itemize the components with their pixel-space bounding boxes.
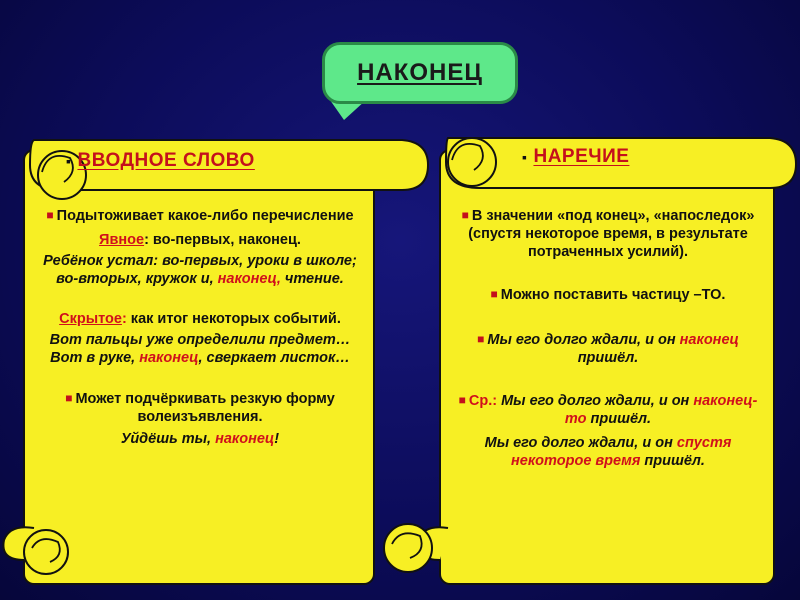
right-header [522,146,629,168]
left-example-1: Ребёнок устал: во-первых, уроки в школе; во-вторых, кружок и, наконец, чтение. [43,253,357,287]
bullet-icon: ■ [477,332,485,346]
bullet-icon: ▪ [66,153,72,169]
page-title: НАКОНЕЦ [357,59,483,86]
bullet-icon: ■ [458,393,466,407]
left-point-volition: ■ Может подчёркивать резкую форму волеизъявления. [65,391,335,425]
left-explicit: Явное: во-первых, наконец. [99,232,301,248]
bullet-icon: ■ [490,287,498,301]
left-header-text: ВВОДНОЕ СЛОВО [77,150,255,171]
right-point-meaning: ■ В значении «под конец», «напоследок» (спустя некоторое время, в результате потраченных усилий). [461,208,755,260]
left-point-summary: ■ Подытоживает какое-либо перечисление [46,208,354,224]
left-example-2: Вот пальцы уже определили предмет… Вот в руке, наконец, сверкает листок… [49,332,351,366]
right-content [452,206,764,470]
bullet-icon: ■ [461,208,469,222]
left-hidden: Скрытое: как итог некоторых событий. [59,311,341,327]
bullet-icon: ■ [46,208,54,222]
right-example-2: ■ Ср.: Мы его долго ждали, и он наконец-то пришёл. [458,393,758,427]
left-example-3: Уйдёшь ты, наконец! [120,431,280,447]
right-header-text: НАРЕЧИЕ [533,146,630,167]
bullet-icon: ■ [65,391,73,405]
bullet-icon: ▪ [522,149,528,165]
right-point-particle: ■ Можно поставить частицу –ТО. [490,287,726,303]
right-example-1: ■ Мы его долго ждали, и он наконец пришёл. [477,332,739,366]
right-example-3: Мы его долго ждали, и он спустя некоторое время пришёл. [484,435,732,469]
title-bubble [322,42,518,104]
left-content [40,206,360,448]
left-header [66,150,255,172]
